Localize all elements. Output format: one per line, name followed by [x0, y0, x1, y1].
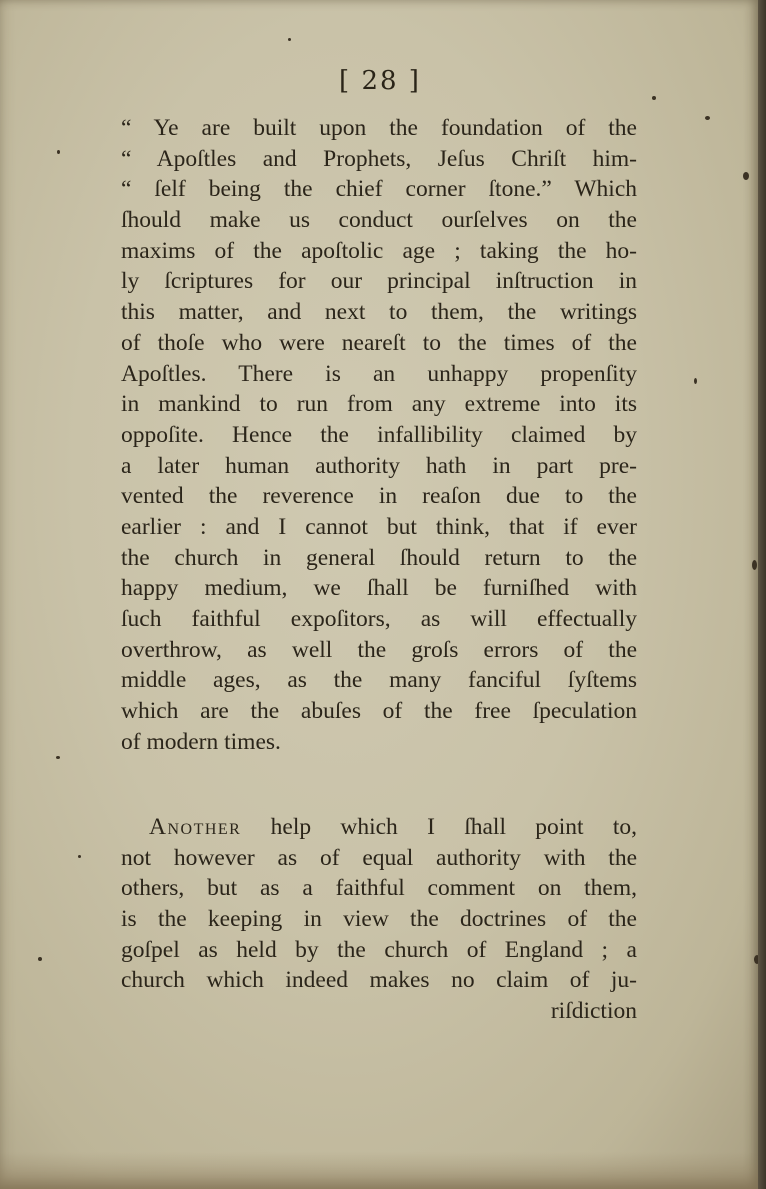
catchword: riſdiction	[550, 998, 637, 1025]
text-line-rest: help which I ſhall point to,	[241, 814, 637, 840]
paragraph-opening-word: Another	[149, 814, 242, 840]
text-line: of thoſe who were neareſt to the times of the	[121, 329, 637, 356]
text-line: ſuch faithful expoſitors, as will effectually	[121, 606, 637, 632]
paper-speck	[694, 378, 697, 384]
text-line: ſhould make us conduct ourſelves on the	[121, 207, 637, 234]
text-line: this matter, and next to them, the writings	[121, 299, 637, 326]
paper-speck	[78, 855, 81, 858]
text-line: overthrow, as well the groſs errors of the	[121, 636, 637, 663]
text-line: vented the reverence in reaſon due to the	[121, 483, 637, 510]
text-line: church which indeed makes no claim of ju-	[121, 967, 637, 994]
text-line	[121, 812, 637, 843]
paper-speck	[743, 172, 749, 180]
text-line: others, but as a faithful comment on them,	[121, 875, 637, 902]
paper-speck	[57, 150, 60, 154]
paper-speck	[652, 96, 656, 100]
page-number: [ 28 ]	[339, 66, 421, 96]
paragraph-1	[121, 113, 637, 757]
page-edge	[758, 0, 766, 1189]
text-line: which are the abuſes of the free ſpeculation	[121, 698, 637, 725]
text-line: earlier : and I cannot but think, that if ever	[121, 513, 637, 540]
text-line: the church in general ſhould return to the	[121, 544, 637, 571]
paper-speck	[752, 560, 757, 570]
text-line: of modern times.	[121, 728, 281, 755]
text-line: middle ages, as the many fanciful ſyſtems	[121, 667, 637, 694]
paper-speck	[38, 957, 42, 961]
text-line: not however as of equal authority with the	[121, 844, 637, 871]
paper-speck	[288, 38, 291, 41]
text-line: “ Ye are built upon the foundation of the	[121, 115, 637, 141]
text-line: oppoſite. Hence the infallibility claimed by	[121, 421, 637, 448]
text-line: “ Apoſtles and Prophets, Jeſus Chriſt him-	[121, 145, 637, 172]
text-line: Apoſtles. There is an unhappy propenſity	[121, 360, 637, 387]
page-bottom-shadow	[0, 1152, 760, 1189]
paragraph-2	[121, 812, 637, 1027]
text-line: is the keeping in view the doctrines of the	[121, 906, 637, 933]
text-line: goſpel as held by the church of England ; a	[121, 936, 637, 963]
text-line: maxims of the apoſtolic age ; taking the ho-	[121, 237, 637, 264]
text-line: in mankind to run from any extreme into its	[121, 391, 637, 418]
text-line: happy medium, we ſhall be furniſhed with	[121, 575, 637, 602]
text-line: “ ſelf being the chief corner ſtone.” Which	[121, 176, 637, 203]
text-line: a later human authority hath in part pre-	[121, 452, 637, 479]
paper-speck	[705, 116, 710, 120]
text-line: ly ſcriptures for our principal inſtruction in	[121, 268, 637, 295]
paper-speck	[56, 756, 60, 759]
